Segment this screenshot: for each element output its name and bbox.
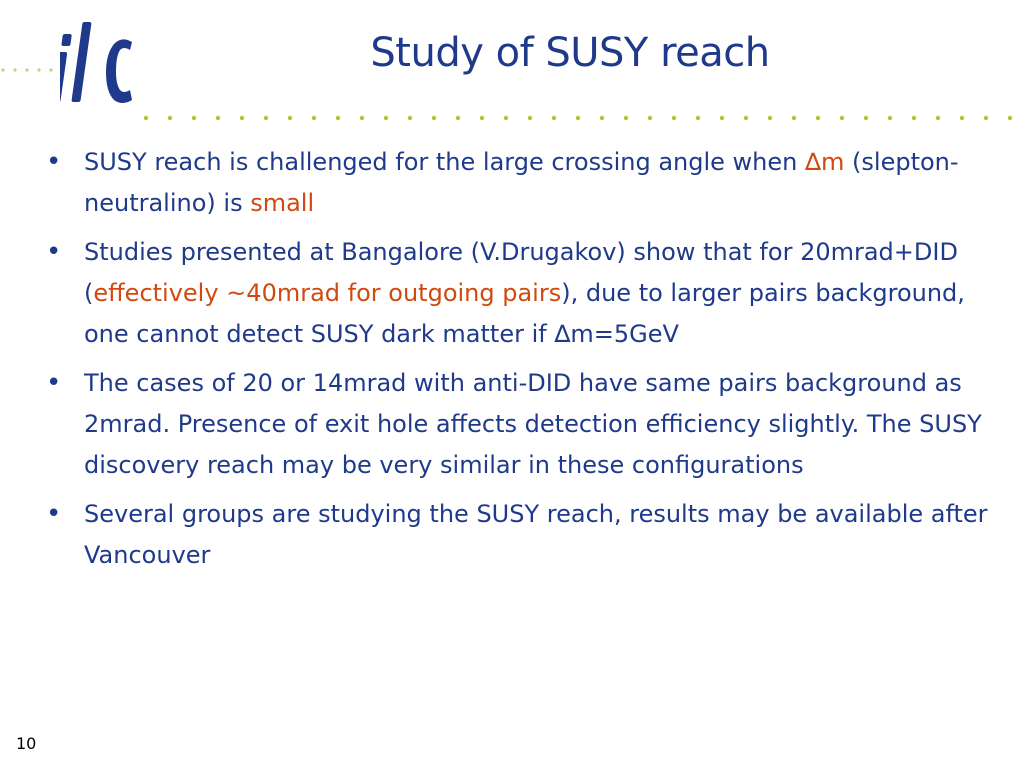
highlighted-text: ∆m [804, 148, 845, 176]
bullet-item [44, 142, 994, 224]
bullet-text: Several groups are studying the SUSY reach, results may be available after Vancouver [84, 500, 988, 569]
bullet-list [44, 142, 994, 584]
bullet-text: ), due to larger pairs background, one cannot detect SUSY dark matter if ∆m=5GeV [84, 279, 965, 348]
page-title: Study of SUSY reach [370, 30, 770, 76]
slide-number: 10 [16, 734, 37, 753]
bullet-item [44, 363, 994, 486]
bullet-item [44, 232, 994, 355]
bullet-text: The cases of 20 or 14mrad with anti-DID have same pairs background as 2mrad. Presence of exit hole affects detection efficiency slightly. The SUSY discovery reach may be very similar in these configurations [84, 369, 982, 479]
highlighted-text: effectively ~40mrad for outgoing pairs [93, 279, 562, 307]
dotted-rule-top [140, 113, 1024, 123]
bullet-text: (slepton-neutralino) is [84, 148, 959, 217]
bullet-text: SUSY reach is challenged for the large crossing angle when [84, 148, 805, 176]
highlighted-text: small [250, 189, 315, 217]
dotted-rule-left [0, 66, 62, 74]
bullet-text: Studies presented at Bangalore (V.Drugakov) show that for 20mrad+DID ( [84, 238, 958, 307]
ilc-logo-icon [60, 12, 140, 112]
bullet-item [44, 494, 994, 576]
